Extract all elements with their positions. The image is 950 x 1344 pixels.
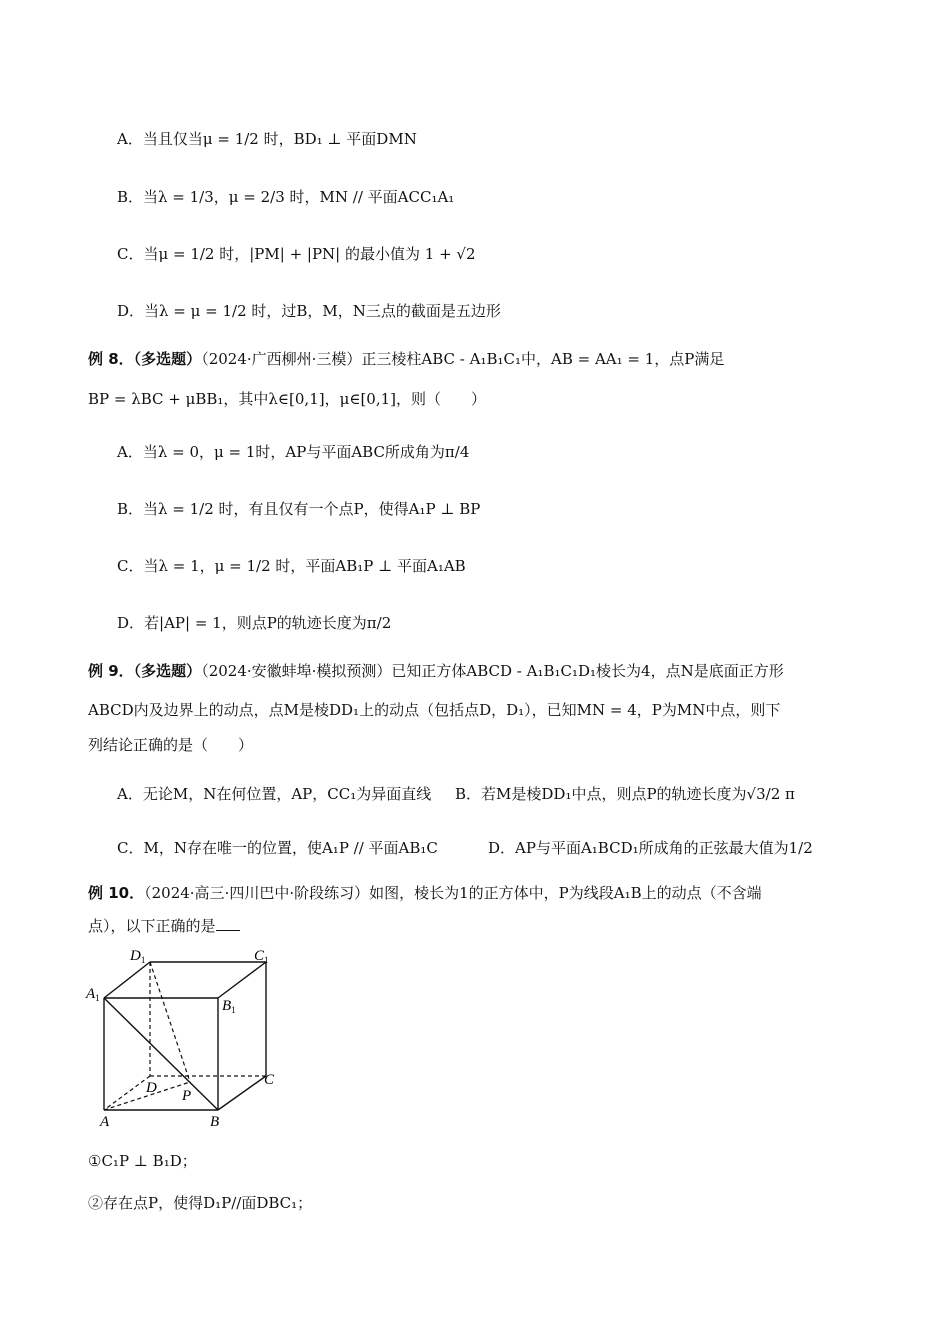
option-label: D．	[488, 839, 516, 857]
ex8-option-a	[117, 441, 469, 463]
statement-mark: ①	[88, 1152, 102, 1170]
option-text: 无论M，N在何位置，AP，CC₁为异面直线	[142, 785, 432, 803]
ex8-stem2: BP = λBC + μBB₁，其中λ∈[0,1]，μ∈[0,1]，则（ ）	[88, 390, 486, 408]
statement-mark: ②	[88, 1194, 104, 1212]
ex9-tag: （多选题）	[133, 662, 202, 680]
hidden-segment-d1-p	[150, 962, 190, 1082]
statement-1	[88, 1150, 197, 1172]
ex9-source: （2024·安徽蚌埠·模拟预测）	[201, 662, 392, 680]
ex10-heading	[88, 882, 762, 904]
option-label: C．	[117, 557, 144, 575]
ex10-source: （2024·高三·四川巴中·阶段练习）	[144, 884, 370, 902]
option-text: 若|AP| = 1，则点P的轨迹长度为π/2	[144, 614, 392, 632]
edge-c1-b1	[218, 962, 266, 998]
ex9-stem2: ABCD内及边界上的动点，点M是棱DD₁上的动点（包括点D，D₁），已知MN = 4，P为MN中点，则下	[88, 701, 781, 719]
vertex-b-label: B	[210, 1114, 220, 1130]
option-label: B．	[455, 785, 482, 803]
ex9-option-c	[117, 837, 438, 859]
ex9-option-d	[488, 837, 813, 859]
option-text: 当且仅当μ = 1/2 时，BD₁ ⊥ 平面DMN	[142, 130, 417, 148]
vertex-d-label: D	[146, 1080, 157, 1096]
ex9-stem1: 已知正方体ABCD - A₁B₁C₁D₁棱长为4，点N是底面正方形	[391, 662, 784, 680]
vertex-c1-label: $C_1$	[254, 948, 269, 965]
option-text: 当λ = μ = 1/2 时，过B，M，N三点的截面是五边形	[144, 302, 501, 320]
ex8-tag: （多选题）	[133, 350, 202, 368]
option-label: B．	[117, 500, 144, 518]
cube-figure	[84, 942, 294, 1132]
vertex-a1-label: $A_1$	[86, 986, 100, 1003]
option-label: A．	[117, 443, 143, 461]
vertex-d1-label: $D_1$	[130, 948, 146, 965]
ex10-stem2-line	[88, 915, 240, 937]
option-d-prev	[117, 300, 501, 322]
ex8-option-d	[117, 612, 391, 634]
ex8-stem1: 正三棱柱ABC - A₁B₁C₁中，AB = AA₁ = 1，点P满足	[361, 350, 725, 368]
option-text: 当μ = 1/2 时，|PM| + |PN| 的最小值为 1 + √2	[143, 245, 476, 263]
ex8-option-c	[117, 555, 466, 577]
option-text: 当λ = 0，μ = 1时，AP与平面ABC所成角为π/4	[142, 443, 470, 461]
option-text: 若M是棱DD₁中点，则点P的轨迹长度为√3/2 π	[481, 785, 795, 803]
statement-text: C₁P ⊥ B₁D；	[101, 1152, 197, 1170]
option-label: D．	[117, 614, 145, 632]
option-text: 当λ = 1，μ = 1/2 时，平面AB₁P ⊥ 平面A₁AB	[143, 557, 466, 575]
option-label: A．	[117, 130, 143, 148]
answer-blank	[216, 916, 240, 931]
segment-a1-b	[104, 998, 218, 1110]
option-text: AP与平面A₁BCD₁所成角的正弦最大值为1/2	[515, 839, 813, 857]
ex8-source: （2024·广西柳州·三模）	[201, 350, 362, 368]
option-label: C．	[117, 839, 144, 857]
ex8-option-b	[117, 498, 480, 520]
option-label: B．	[117, 188, 144, 206]
option-label: C．	[117, 245, 144, 263]
vertex-b1-label: $B_1$	[222, 998, 236, 1015]
ex10-stem1: 如图，棱长为1的正方体中，P为线段A₁B上的动点（不含端	[369, 884, 762, 902]
statement-2	[88, 1192, 312, 1214]
ex8-heading	[88, 348, 724, 370]
option-text: 当λ = 1/3，μ = 2/3 时，MN // 平面ACC₁A₁	[143, 188, 455, 206]
ex9-label: 例 9．	[88, 662, 134, 680]
vertex-a-label: A	[100, 1114, 110, 1130]
ex9-option-a	[117, 783, 431, 805]
edge-a1-d1	[104, 962, 150, 998]
vertex-c-label: C	[264, 1072, 275, 1088]
statement-text: 存在点P，使得D₁P//面DBC₁；	[103, 1194, 313, 1212]
edge-c-b	[218, 1076, 266, 1110]
ex8-label: 例 8．	[88, 350, 134, 368]
ex9-heading	[88, 660, 784, 682]
option-c-prev	[117, 243, 476, 265]
option-a-prev	[117, 128, 417, 150]
option-label: A．	[117, 785, 143, 803]
point-p-label: P	[182, 1088, 192, 1104]
ex10-stem2: 点），以下正确的是	[88, 917, 216, 935]
ex10-label: 例 10．	[88, 884, 145, 902]
hidden-edge-d-a	[104, 1076, 150, 1110]
option-text: M，N存在唯一的位置，使A₁P // 平面AB₁C	[143, 839, 438, 857]
option-b-prev	[117, 186, 454, 208]
option-text: 当λ = 1/2 时，有且仅有一个点P，使得A₁P ⊥ BP	[143, 500, 481, 518]
ex9-option-b	[455, 783, 795, 805]
ex9-stem3: 列结论正确的是（ ）	[88, 736, 254, 754]
option-label: D．	[117, 302, 145, 320]
